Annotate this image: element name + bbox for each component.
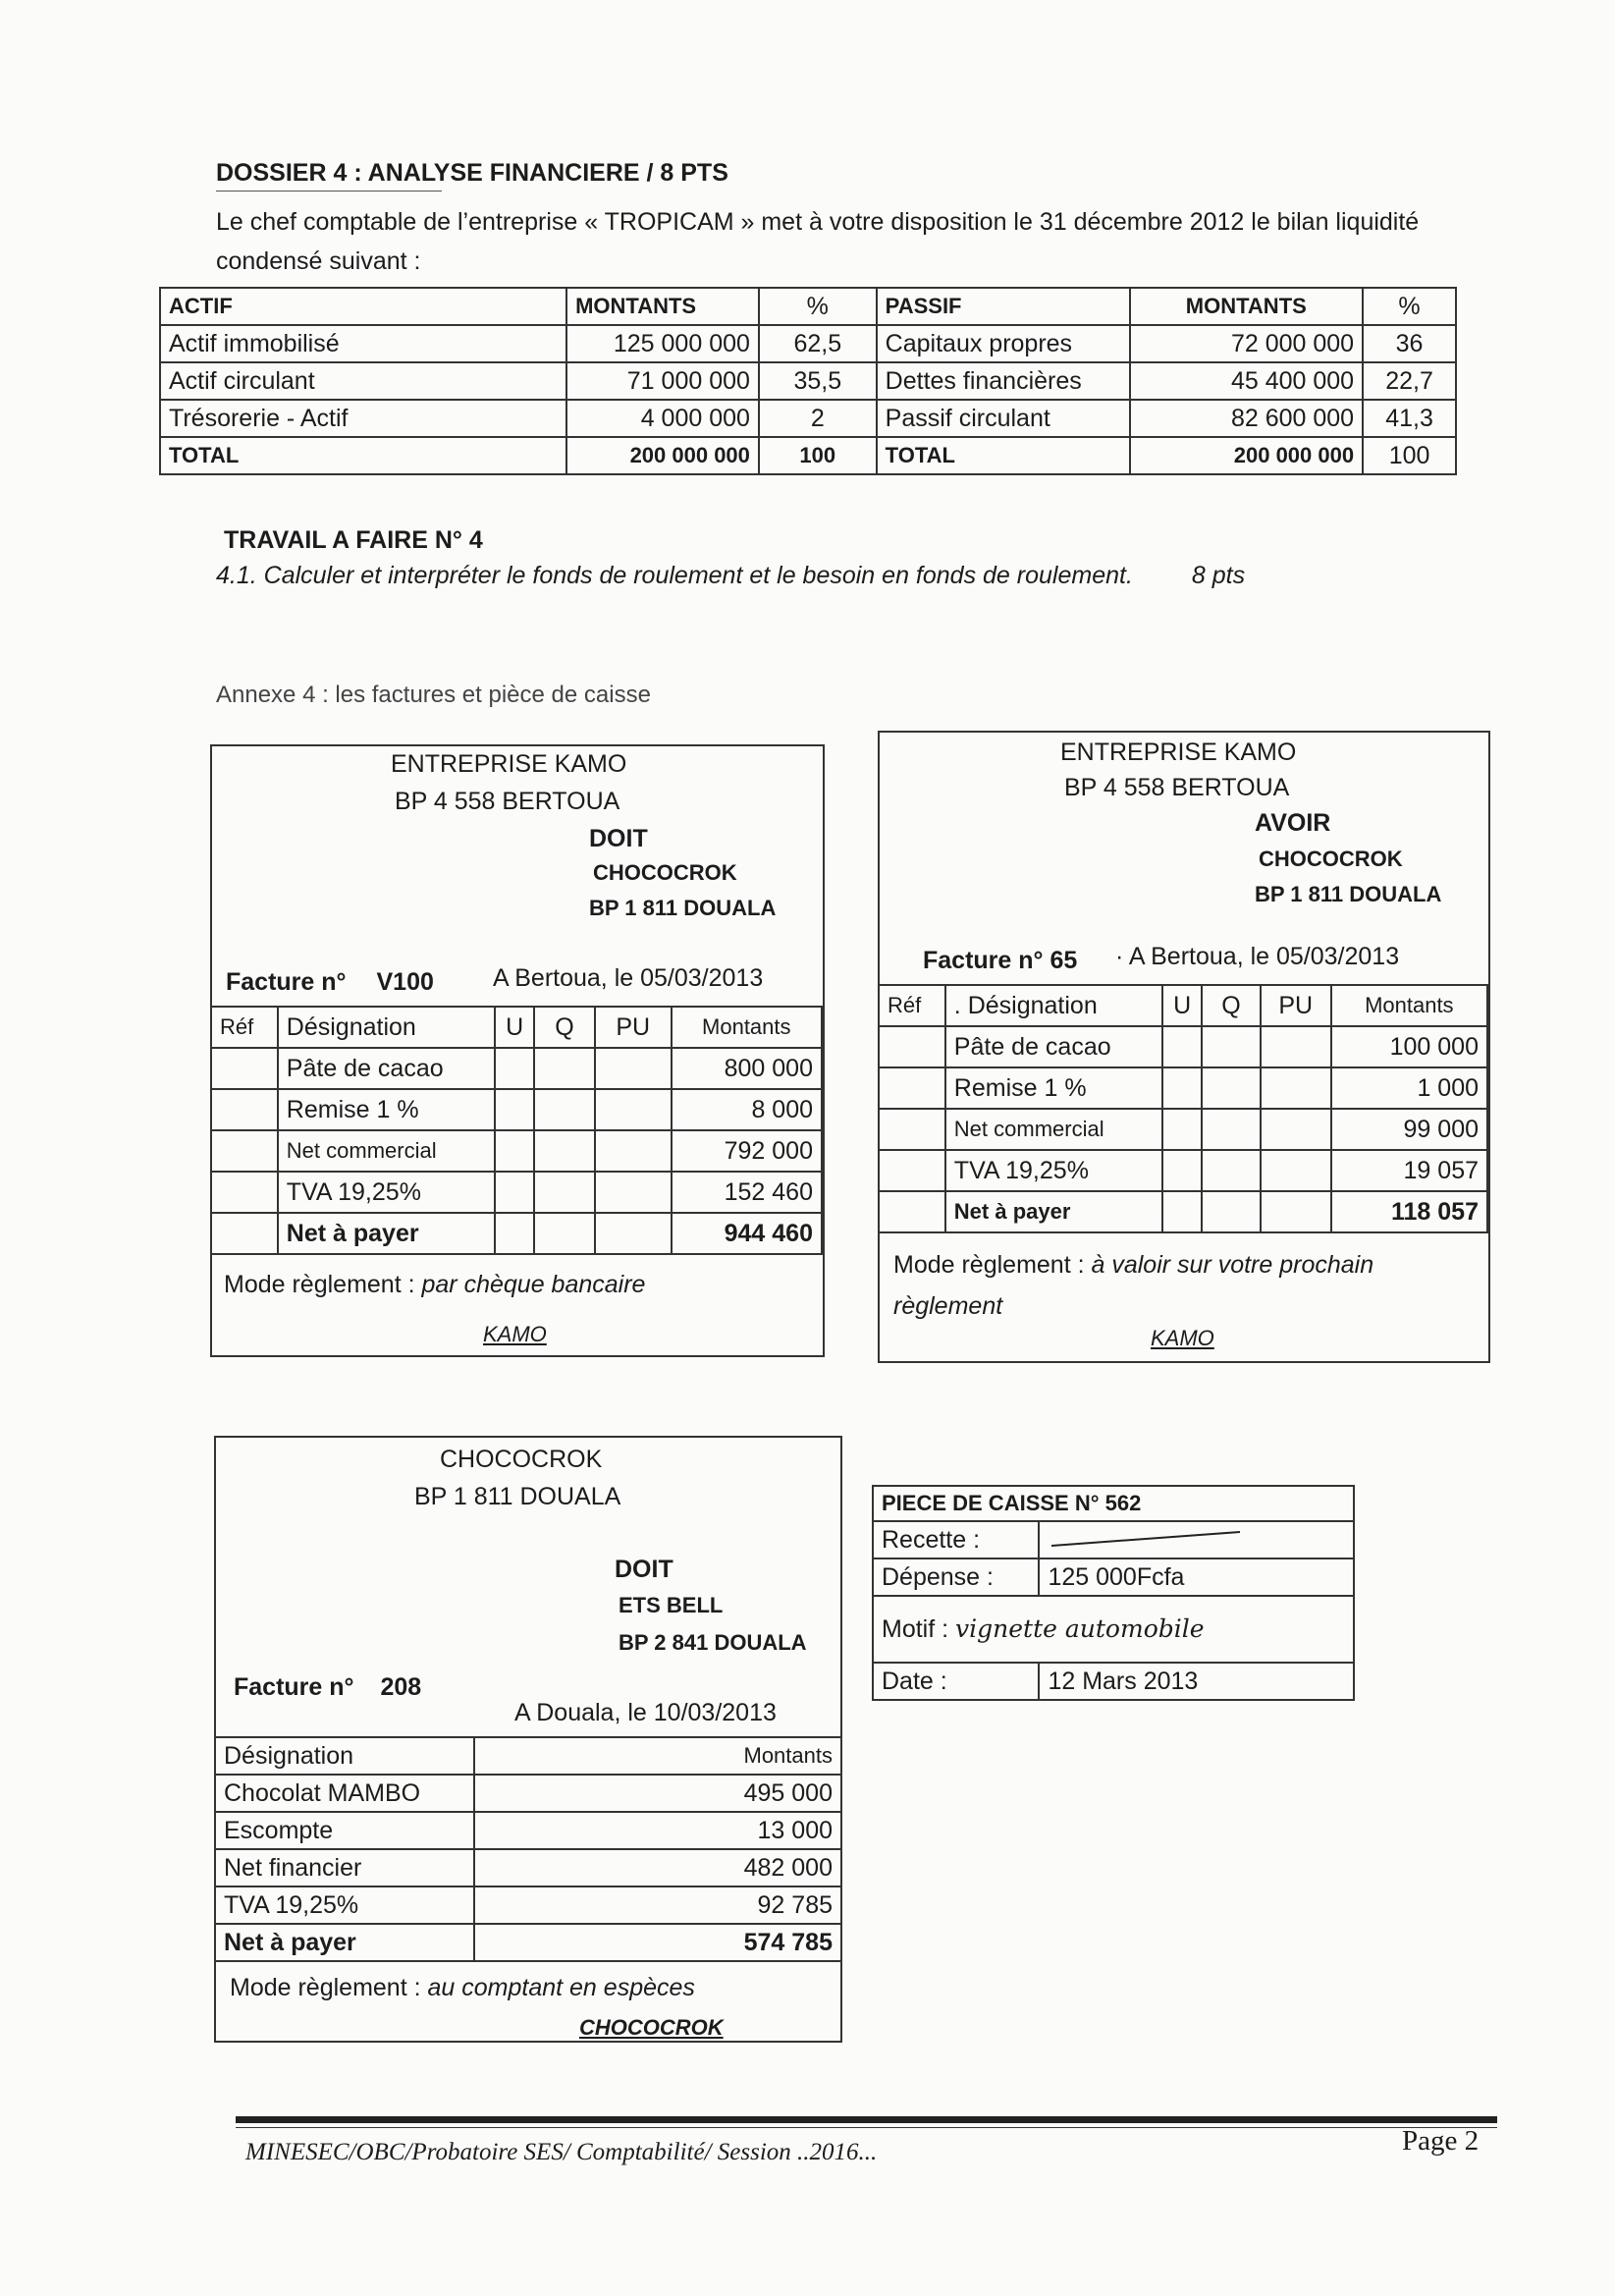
payment-mode-label: Mode règlement : [224, 1271, 415, 1298]
col-header: Montants [672, 1007, 822, 1048]
voucher-date-value: 12 Mars 2013 [1039, 1663, 1354, 1700]
payment-mode-value: au comptant en espèces [427, 1974, 695, 2001]
invoice-signature: KAMO [483, 1322, 547, 1346]
invoice-place-date: A Douala, le 10/03/2013 [514, 1699, 777, 1726]
invoice-kamo-avoir [878, 731, 1490, 1363]
section-title: DOSSIER 4 : ANALYSE FINANCIERE / 8 PTS [216, 159, 728, 187]
bilan-cell: 62,5 [759, 325, 877, 362]
bilan-cell: Trésorerie - Actif [160, 400, 566, 437]
bilan-cell: 45 400 000 [1130, 362, 1364, 400]
bilan-cell: Passif circulant [877, 400, 1130, 437]
invoice-table [214, 1736, 842, 1962]
invoice-total-row [879, 1191, 1487, 1232]
invoice-row [879, 1150, 1487, 1191]
voucher-depense-label: Dépense : [873, 1558, 1039, 1596]
invoice-number: 208 [380, 1673, 422, 1701]
bilan-cell: Actif immobilisé [160, 325, 566, 362]
bilan-cell: Dettes financières [877, 362, 1130, 400]
col-header: U [1162, 985, 1202, 1026]
col-header: Q [1202, 985, 1261, 1026]
montant: 13 000 [474, 1812, 841, 1849]
bilan-cell: 82 600 000 [1130, 400, 1364, 437]
bilan-header: MONTANTS [566, 288, 759, 325]
voucher-recette-label: Recette : [873, 1521, 1039, 1558]
payment-mode-value: par chèque bancaire [421, 1271, 646, 1298]
invoice-row [215, 1812, 841, 1849]
payment-mode [893, 1251, 1373, 1280]
invoice-row [879, 1109, 1487, 1150]
invoice-number-label: Facture n° [923, 947, 1044, 974]
invoice-company: ENTREPRISE KAMO [391, 750, 627, 778]
question-label: 4.1. Calculer et interpréter le fonds de roulement et le besoin en fonds de roulement. [216, 562, 1133, 589]
montant: 944 460 [672, 1213, 822, 1254]
invoice-row [215, 1849, 841, 1886]
invoice-total-row [215, 1924, 841, 1961]
voucher-date-label: Date : [873, 1663, 1039, 1700]
invoice-row [211, 1130, 822, 1172]
bilan-cell: 72 000 000 [1130, 325, 1364, 362]
bilan-cell: 4 000 000 [566, 400, 759, 437]
invoice-row [211, 1089, 822, 1130]
intro-text: Le chef comptable de l’entreprise « TROPICAM » met à votre disposition le 31 décembre 2012 le bilan liquidité condensé suivant : [216, 208, 1420, 275]
designation: Pâte de cacao [945, 1026, 1162, 1067]
col-header: Montants [1331, 985, 1487, 1026]
invoice-number-label: Facture n° [234, 1673, 354, 1701]
montant: 1 000 [1331, 1067, 1487, 1109]
footer-rule [236, 2116, 1497, 2123]
col-header: U [495, 1007, 534, 1048]
invoice-type: AVOIR [1255, 809, 1331, 837]
bilan-header-row [160, 288, 1456, 325]
bilan-row [160, 400, 1456, 437]
invoice-table [878, 984, 1488, 1233]
invoice-kamo-doit [210, 744, 825, 1357]
invoice-signature: KAMO [1151, 1326, 1214, 1350]
bilan-header: % [759, 288, 877, 325]
montant: 792 000 [672, 1130, 822, 1172]
bilan-cell: Actif circulant [160, 362, 566, 400]
invoice-number-line [234, 1673, 421, 1702]
invoice-header-row [879, 985, 1487, 1026]
invoice-number-label: Facture n° [226, 968, 347, 996]
montant: 19 057 [1331, 1150, 1487, 1191]
question-text [216, 562, 1245, 590]
invoice-total-row [211, 1213, 822, 1254]
voucher-motif-value: vignette automobile [955, 1614, 1205, 1643]
footer-rule-thin [236, 2127, 1497, 2128]
montant: 482 000 [474, 1849, 841, 1886]
col-header: . Désignation [945, 985, 1162, 1026]
bilan-row [160, 325, 1456, 362]
invoice-company: CHOCOCROK [440, 1446, 603, 1473]
invoice-row [215, 1886, 841, 1924]
bilan-cell: 36 [1363, 325, 1456, 362]
montant: 495 000 [474, 1775, 841, 1812]
invoice-row [215, 1775, 841, 1812]
bilan-row [160, 362, 1456, 400]
montant: 800 000 [672, 1048, 822, 1089]
voucher-depense-value: 125 000Fcfa [1039, 1558, 1354, 1596]
bilan-cell: TOTAL [160, 437, 566, 474]
invoice-number-line [226, 968, 434, 997]
designation: Net à payer [945, 1191, 1162, 1232]
page-number: Page 2 [1402, 2125, 1480, 2157]
voucher-recette-value [1039, 1521, 1354, 1558]
bilan-cell: 200 000 000 [1130, 437, 1364, 474]
bilan-total-row [160, 437, 1456, 474]
designation: Escompte [215, 1812, 474, 1849]
invoice-number-line [923, 947, 1077, 975]
col-header: Montants [474, 1737, 841, 1775]
payment-mode [224, 1271, 645, 1299]
invoice-company-bp: BP 4 558 BERTOUA [1064, 774, 1290, 801]
bilan-cell: 125 000 000 [566, 325, 759, 362]
invoice-row [879, 1026, 1487, 1067]
bilan-header: MONTANTS [1130, 288, 1364, 325]
bilan-cell: 100 [759, 437, 877, 474]
col-header: PU [1261, 985, 1331, 1026]
invoice-type: DOIT [589, 825, 648, 852]
invoice-company-bp: BP 1 811 DOUALA [414, 1483, 621, 1510]
bilan-table [159, 287, 1457, 475]
payment-mode-label: Mode règlement : [893, 1251, 1085, 1279]
invoice-number: V100 [376, 968, 434, 996]
payment-mode [230, 1974, 695, 2002]
designation: Net financier [215, 1849, 474, 1886]
bilan-cell: 41,3 [1363, 400, 1456, 437]
montant: 92 785 [474, 1886, 841, 1924]
designation: TVA 19,25% [215, 1886, 474, 1924]
designation: Net à payer [278, 1213, 495, 1254]
designation: TVA 19,25% [278, 1172, 495, 1213]
col-header: PU [595, 1007, 672, 1048]
montant: 100 000 [1331, 1026, 1487, 1067]
invoice-company-bp: BP 4 558 BERTOUA [395, 788, 620, 815]
footer-left: MINESEC/OBC/Probatoire SES/ Comptabilité/ Session ..2016... [245, 2139, 878, 2165]
bilan-cell: TOTAL [877, 437, 1130, 474]
annexe-title: Annexe 4 : les factures et pièce de caisse [216, 682, 651, 708]
invoice-place-date: A Bertoua, le 05/03/2013 [493, 964, 764, 992]
designation: Net commercial [278, 1130, 495, 1172]
montant: 574 785 [474, 1924, 841, 1961]
invoice-row [211, 1172, 822, 1213]
travail-title: TRAVAIL A FAIRE N° 4 [224, 526, 483, 554]
payment-mode-value-2: règlement [893, 1292, 1003, 1320]
designation: Net commercial [945, 1109, 1162, 1150]
invoice-client-bp: BP 2 841 DOUALA [619, 1630, 807, 1655]
invoice-client-bp: BP 1 811 DOUALA [589, 896, 777, 920]
invoice-signature: CHOCOCROK [579, 2015, 724, 2040]
col-header: Désignation [215, 1737, 474, 1775]
designation: Remise 1 % [945, 1067, 1162, 1109]
payment-mode-label: Mode règlement : [230, 1974, 421, 2001]
invoice-client: CHOCOCROK [593, 860, 737, 885]
bilan-cell: Capitaux propres [877, 325, 1130, 362]
designation: Net à payer [215, 1924, 474, 1961]
question-points: 8 pts [1191, 562, 1246, 589]
invoice-table [210, 1006, 823, 1255]
invoice-client: CHOCOCROK [1259, 847, 1403, 871]
invoice-header-row [211, 1007, 822, 1048]
cash-voucher [872, 1485, 1355, 1701]
invoice-header-row [215, 1737, 841, 1775]
col-header: Réf [879, 985, 945, 1026]
bilan-cell: 2 [759, 400, 877, 437]
invoice-place-date: · A Bertoua, le 05/03/2013 [1115, 943, 1400, 970]
bilan-cell: 35,5 [759, 362, 877, 400]
bilan-cell: 22,7 [1363, 362, 1456, 400]
designation: TVA 19,25% [945, 1150, 1162, 1191]
col-header: Q [534, 1007, 595, 1048]
payment-mode-value: à valoir sur votre prochain [1091, 1251, 1374, 1279]
col-header: Désignation [278, 1007, 495, 1048]
montant: 152 460 [672, 1172, 822, 1213]
voucher-motif-label: Motif : [882, 1615, 949, 1643]
voucher-title: PIECE DE CAISSE N° 562 [873, 1486, 1354, 1521]
bilan-cell: 200 000 000 [566, 437, 759, 474]
designation: Chocolat MAMBO [215, 1775, 474, 1812]
invoice-number: 65 [1050, 947, 1078, 974]
bilan-header: ACTIF [160, 288, 566, 325]
recette-dash-line [1048, 1528, 1244, 1548]
bilan-header: PASSIF [877, 288, 1130, 325]
montant: 99 000 [1331, 1109, 1487, 1150]
bilan-cell: 100 [1363, 437, 1456, 474]
montant: 8 000 [672, 1089, 822, 1130]
invoice-client: ETS BELL [619, 1593, 724, 1617]
invoice-company: ENTREPRISE KAMO [1060, 738, 1297, 766]
montant: 118 057 [1331, 1191, 1487, 1232]
bilan-cell: 71 000 000 [566, 362, 759, 400]
invoice-row [879, 1067, 1487, 1109]
invoice-row [211, 1048, 822, 1089]
designation: Pâte de cacao [278, 1048, 495, 1089]
invoice-type: DOIT [615, 1556, 673, 1583]
designation: Remise 1 % [278, 1089, 495, 1130]
invoice-client-bp: BP 1 811 DOUALA [1255, 882, 1442, 906]
voucher-motif [873, 1596, 1354, 1663]
col-header: Réf [211, 1007, 278, 1048]
invoice-chococrok-doit [214, 1436, 842, 2043]
bilan-header: % [1363, 288, 1456, 325]
